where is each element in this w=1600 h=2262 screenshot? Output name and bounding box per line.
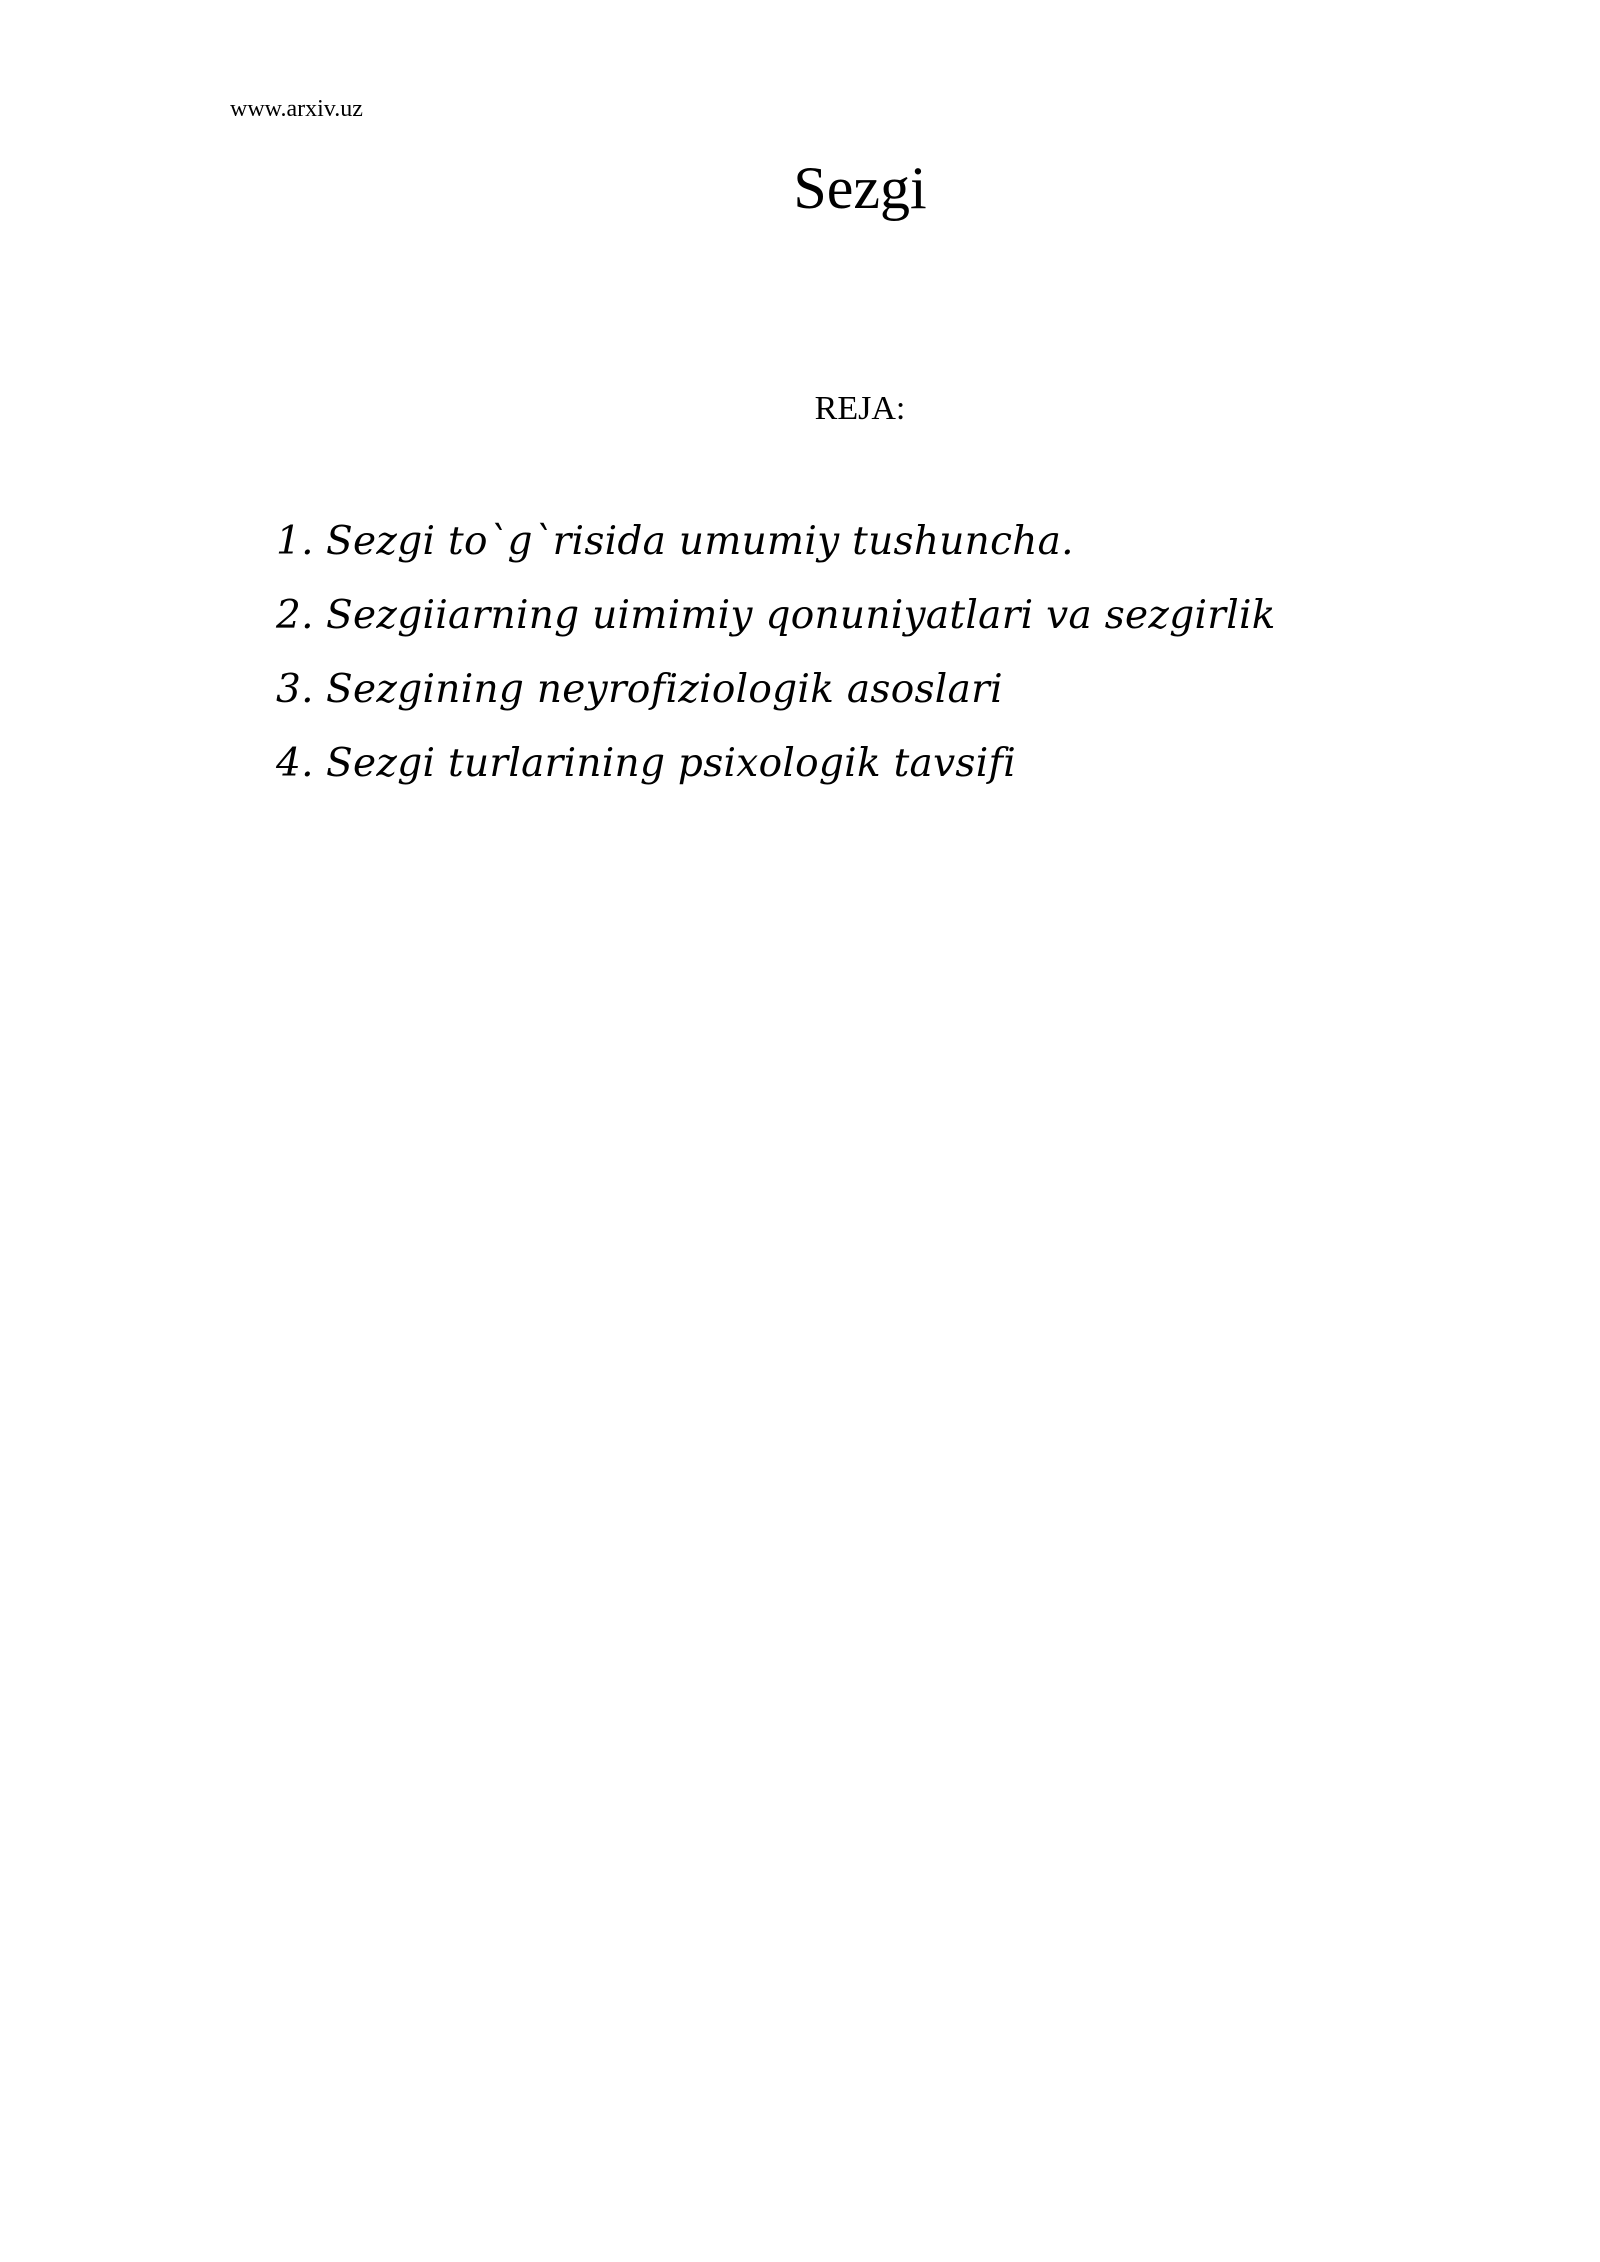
plan-item-number: 3.	[276, 667, 314, 712]
plan-item-text: Sezgi turlarining psixologik tavsifi	[326, 741, 1017, 786]
plan-item	[276, 588, 1276, 662]
plan-item	[276, 662, 1276, 736]
plan-list	[276, 514, 1276, 810]
plan-item	[276, 736, 1276, 810]
document-title: Sezgi	[793, 155, 927, 221]
header-url: www.arxiv.uz	[230, 96, 363, 122]
plan-item-number: 4.	[276, 741, 314, 786]
plan-item-number: 1.	[276, 519, 314, 564]
plan-item-text: Sezgiiarning uimimiy qonuniyatlari va sezgirlik	[326, 593, 1276, 638]
plan-item	[276, 514, 1276, 588]
plan-item-text: Sezgining neyrofiziologik asoslari	[326, 667, 1003, 712]
plan-heading: REJA:	[814, 390, 906, 427]
plan-item-number: 2.	[276, 593, 314, 638]
plan-item-text: Sezgi to`g`risida umumiy tushuncha.	[326, 519, 1074, 564]
